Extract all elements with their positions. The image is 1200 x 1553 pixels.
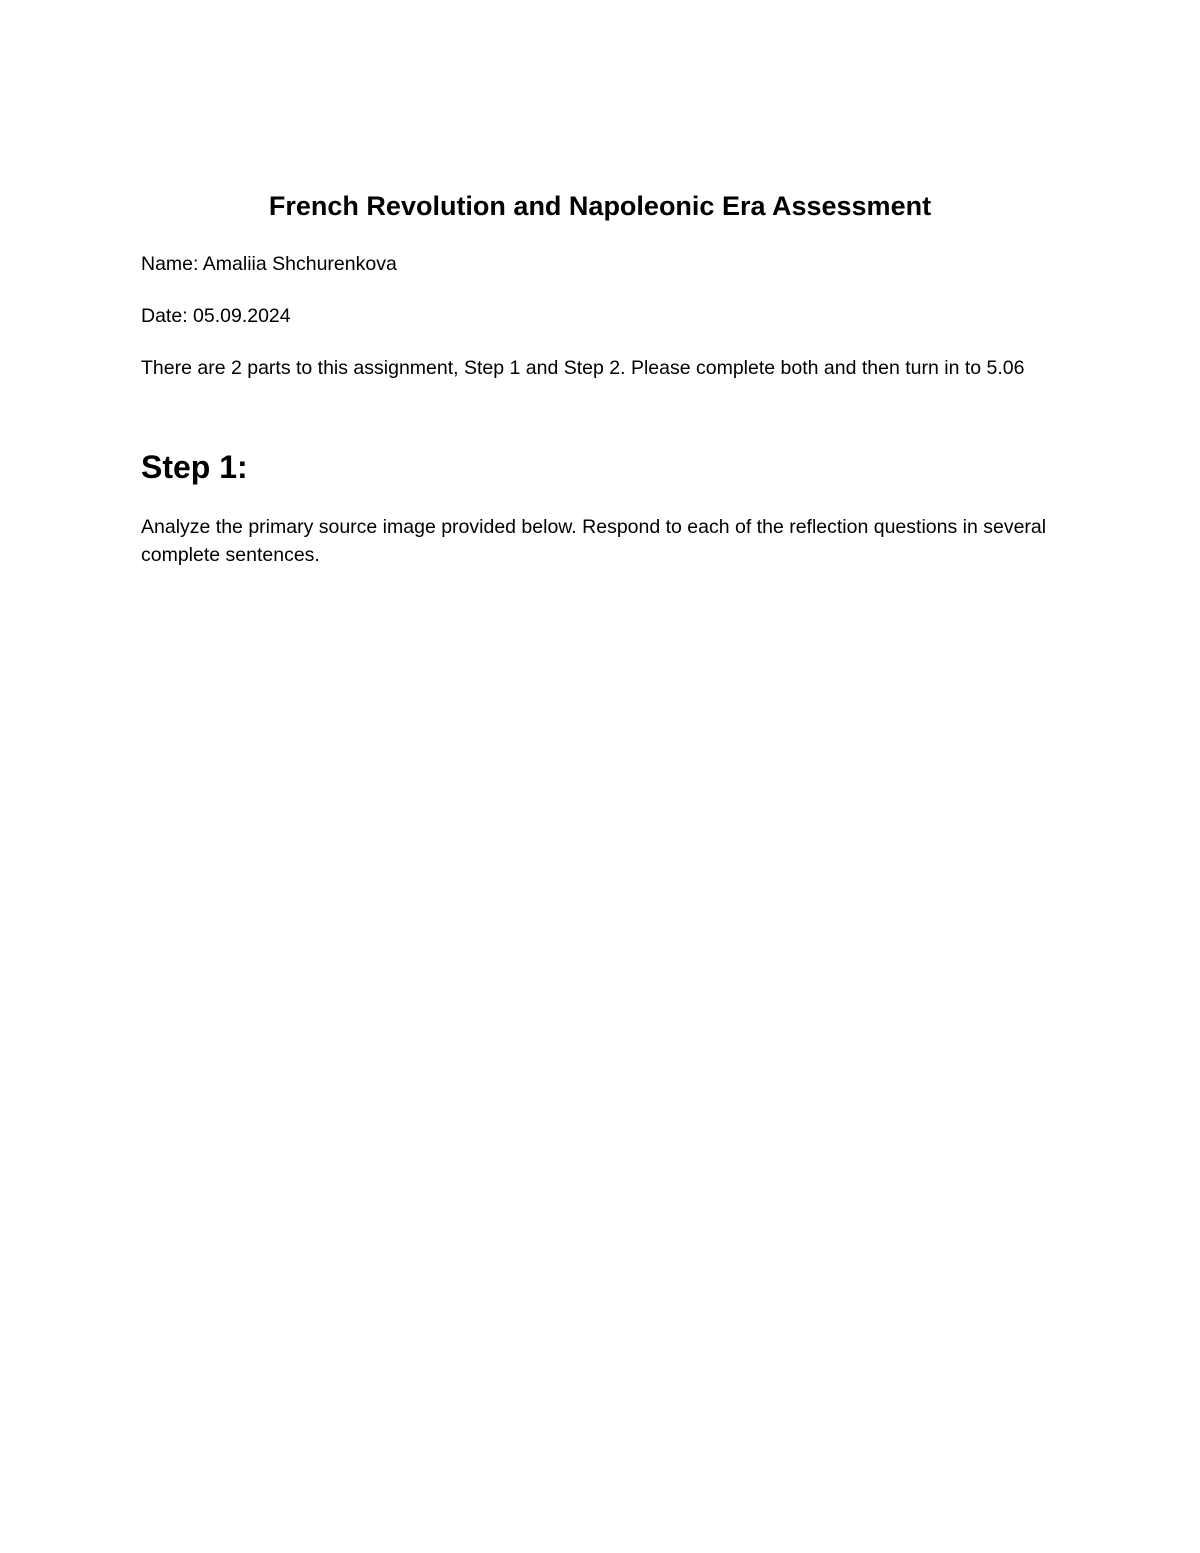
date-line: Date: 05.09.2024 [141,305,291,327]
student-name-line: Name: Amaliia Shchurenkova [141,253,397,275]
assignment-intro: There are 2 parts to this assignment, Step 1 and Step 2. Please complete both and then turn in to 5.06 [141,357,1025,379]
step-1-heading: Step 1: [141,449,248,485]
step-1-instructions: Analyze the primary source image provided below. Respond to each of the reflection questions in several complete sentences. [141,516,1047,566]
document-title: French Revolution and Napoleonic Era Assessment [268,191,932,221]
